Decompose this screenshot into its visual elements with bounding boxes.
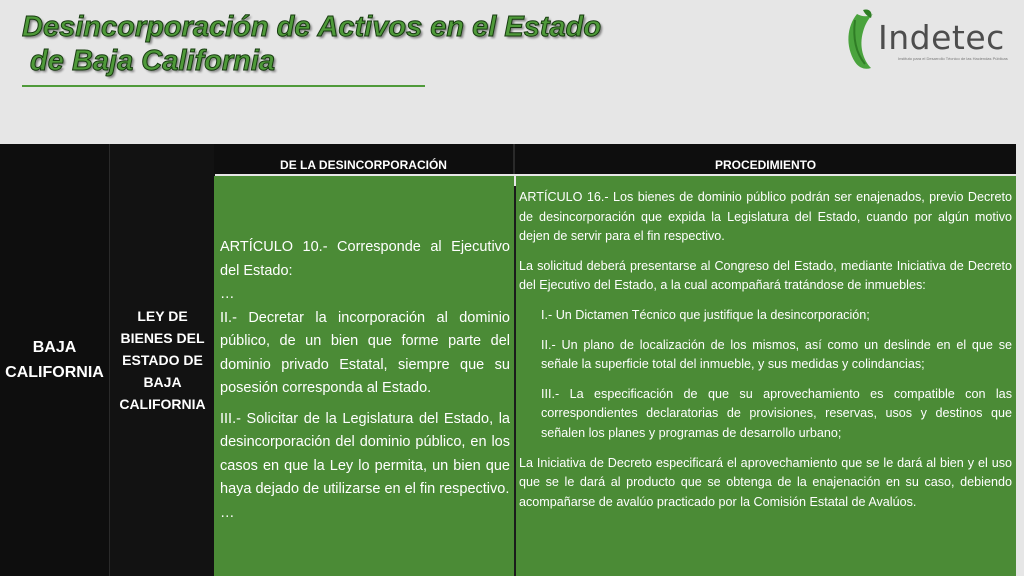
desincorporacion-cell xyxy=(214,176,514,576)
law-label: LEY DE BIENES DEL ESTADO DE BAJA CALIFORNIA xyxy=(119,308,206,412)
fraction-ii-text: II.- Decretar la incorporación al dominio público, de un bien que forme parte del dominio privado Estatal, siempre que su posesión corresponda al Estado. xyxy=(220,309,510,396)
article-16-text: ARTÍCULO 16.- Los bienes de dominio público podrán ser enajenados, previo Decreto de desincorporación que expida la Legislatura del Estado, cuando por algún motivo dejen de servir para el fin respectivo. xyxy=(519,190,1012,244)
state-column xyxy=(0,144,109,576)
right-margin xyxy=(1016,144,1024,576)
slide-title xyxy=(22,10,601,78)
header-desincorporacion: DE LA DESINCORPORACIÓN xyxy=(214,144,513,174)
procedimiento-cell xyxy=(516,176,1016,576)
requisito-ii-text: II.- Un plano de localización de los mismos, así como un deslinde en el que se señale la superficie total del inmueble, y sus medidas y colindancias; xyxy=(541,337,1012,372)
title-line-2: de Baja California xyxy=(22,45,276,77)
ellipsis-text: … xyxy=(220,286,235,302)
solicitud-text: La solicitud deberá presentarse al Congreso del Estado, mediante Iniciativa de Decreto del Ejecutivo del Estado, a la cual acompañará tratándose de inmuebles: xyxy=(519,258,1012,293)
logo-wordmark: Indetec xyxy=(878,18,1005,57)
law-column xyxy=(109,144,215,576)
requisito-iii-text: III.- La especificación de que su aprovechamiento es compatible con las correspondientes declaratorias de provisiones, reservas, usos y destinos que señalen los planes y programas de desarrollo urbano; xyxy=(541,386,1012,440)
state-label: BAJA CALIFORNIA xyxy=(5,339,104,381)
ellipsis-end-text: … xyxy=(220,504,235,521)
logo-tagline: Instituto para el Desarrollo Técnico de las Haciendas Públicas xyxy=(898,56,1008,61)
title-underline xyxy=(22,85,425,87)
title-line-1: Desincorporación de Activos en el Estado xyxy=(22,11,602,43)
fraction-iii-text: III.- Solicitar de la Legislatura del Estado, la desincorporación del dominio público, en los casos en que la Ley lo permita, un bien que haya dejado de utilizarse en el fin respectivo. xyxy=(220,410,510,497)
iniciativa-text: La Iniciativa de Decreto especificará el aprovechamiento que se le dará al bien y el uso que se le dará al producto que se obtenga de la enajenación en su caso, debiendo acompañarse de avalúo practicado por la Comisión Estatal de Avalúos. xyxy=(519,455,1012,509)
article-10-text: ARTÍCULO 10.- Corresponde al Ejecutivo del Estado: xyxy=(220,239,510,279)
header-procedimiento: PROCEDIMIENTO xyxy=(515,144,1016,174)
requisito-i-text: I.- Un Dictamen Técnico que justifique la desincorporación; xyxy=(541,307,870,322)
